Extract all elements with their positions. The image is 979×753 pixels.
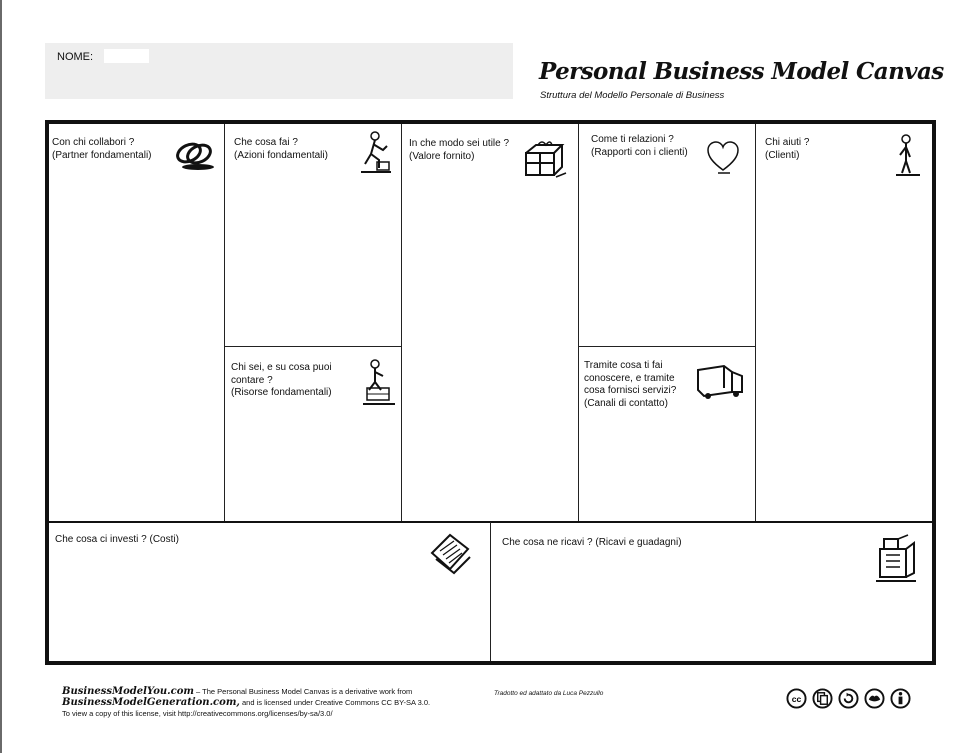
footer-link-businessmodelyou[interactable]: BusinessModelYou.com [62, 686, 194, 697]
svg-text:cc: cc [791, 693, 802, 704]
block-label: Tramite cosa ti fai conoscere, e tramite cosa fornisci servizi? (Canali di contatto) [584, 360, 677, 409]
business-model-canvas [45, 120, 936, 665]
page-left-edge [0, 0, 2, 753]
block-channels[interactable] [579, 347, 755, 522]
block-customer-relationships[interactable] [579, 124, 755, 346]
block-label: Chi sei, e su cosa puoi contare ? (Risorse fondamentali) [231, 362, 332, 398]
block-key-resources[interactable] [225, 347, 401, 522]
block-label: Che cosa fai ? (Azioni fondamentali) [234, 137, 328, 161]
gift-icon [522, 139, 568, 179]
license-icons [786, 688, 911, 709]
rings-icon [172, 136, 218, 172]
footer-license-url[interactable]: To view a copy of this license, visit http://creativecommons.org/licenses/by-sa/3.0/ [62, 709, 333, 718]
block-cost-structure[interactable] [49, 523, 490, 661]
block-label: Come ti relazioni ? (Rapporti con i clienti) [591, 134, 688, 158]
block-key-activities[interactable] [225, 124, 401, 346]
block-label: Che cosa ci investi ? (Costi) [55, 534, 179, 545]
block-customer-segments[interactable] [756, 124, 932, 522]
block-revenue-streams[interactable] [491, 523, 932, 661]
name-box [45, 43, 513, 99]
footer-line-2 [62, 697, 430, 708]
block-label: Chi aiuti ? (Clienti) [765, 137, 810, 161]
worker-icon [357, 130, 393, 174]
cc-icon [786, 688, 807, 709]
heart-icon [706, 140, 740, 174]
translator-credit: Tradotto ed adattato da Luca Pezzullo [494, 690, 604, 697]
share-alike-icon [838, 688, 859, 709]
cash-register-icon [874, 533, 918, 583]
footer-line-1 [62, 686, 412, 697]
block-label: Con chi collabori ? (Partner fondamentali) [52, 137, 152, 161]
person-boxes-icon [361, 358, 397, 406]
person-icon [890, 133, 924, 177]
block-value-proposition[interactable] [402, 124, 578, 522]
block-label: In che modo sei utile ? (Valore fornito) [409, 138, 510, 162]
block-key-partners[interactable] [49, 124, 224, 522]
remix-icon [864, 688, 885, 709]
page-title: Personal Business Model Canvas [539, 58, 944, 85]
document-icon [426, 531, 474, 575]
name-label: NOME: [57, 51, 94, 63]
truck-icon [694, 362, 746, 402]
block-label: Che cosa ne ricavi ? (Ricavi e guadagni) [502, 537, 682, 548]
attribution-icon [890, 688, 911, 709]
page-subtitle: Struttura del Modello Personale di Business [540, 90, 725, 101]
copy-icon [812, 688, 833, 709]
footer-link-businessmodelgeneration[interactable]: BusinessModelGeneration.com, [62, 697, 240, 708]
footer-text: – The Personal Business Model Canvas is a derivative work from [193, 687, 413, 696]
footer-text: and is licensed under Creative Commons CC BY-SA 3.0. [239, 698, 431, 707]
name-input[interactable] [104, 49, 149, 63]
